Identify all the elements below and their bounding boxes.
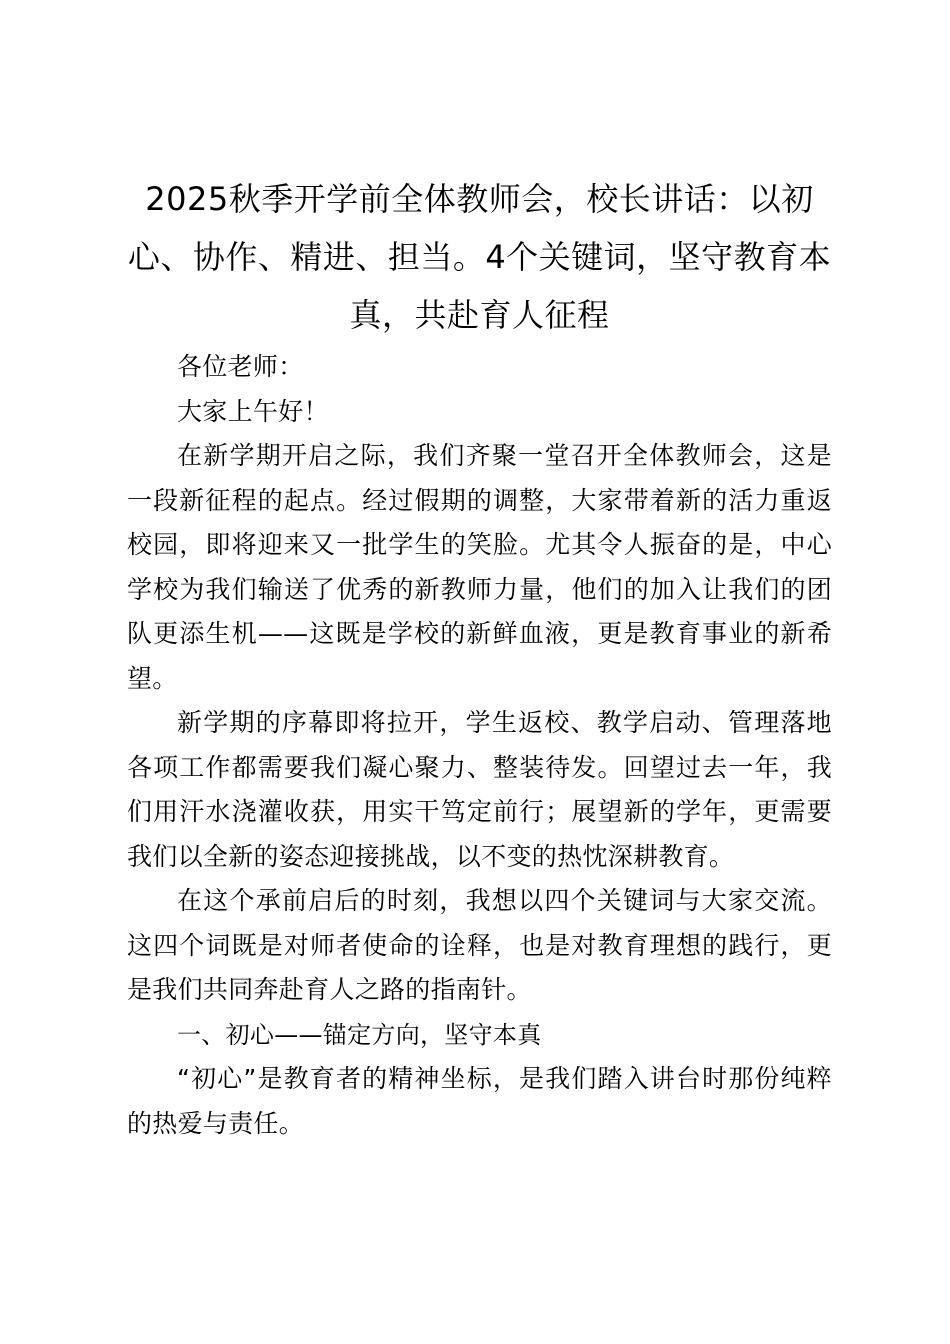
body-paragraph: 新学期的序幕即将拉开，学生返校、教学启动、管理落地各项工作都需要我们凝心聚力、整装待发。回望过去一年，我们用汗水浇灌收获，用实干笃定前行；展望新的学年，更需要我们以全新的姿态迎接挑战，以不变的热忱深耕教育。 [127, 708, 832, 871]
document-content [127, 170, 832, 1146]
body-paragraph: 在这个承前启后的时刻，我想以四个关键词与大家交流。这四个词既是对师者使命的诠释，也是对教育理想的践行，更是我们共同奔赴育人之路的指南针。 [127, 886, 832, 1004]
salutation: 各位老师： [177, 352, 304, 381]
body-paragraph: 在新学期开启之际，我们齐聚一堂召开全体教师会，这是一段新征程的起点。经过假期的调整，大家带着新的活力重返校园，即将迎来又一批学生的笑脸。尤其令人振奋的是，中心学校为我们输送了优秀的新教师力量，他们的加入让我们的团队更添生机——这既是学校的新鲜血液，更是教育事业的新希望。 [127, 441, 832, 693]
document-title: 2025秋季开学前全体教师会，校长讲话：以初心、协作、精进、担当。4个关键词，坚守教育本真，共赴育人征程 [127, 180, 832, 334]
section-heading: 一、初心——锚定方向，坚守本真 [177, 1020, 542, 1049]
document-body [127, 345, 832, 1146]
greeting: 大家上午好！ [177, 396, 329, 426]
body-paragraph: “初心”是教育者的精神坐标，是我们踏入讲台时那份纯粹的热爱与责任。 [127, 1064, 832, 1138]
